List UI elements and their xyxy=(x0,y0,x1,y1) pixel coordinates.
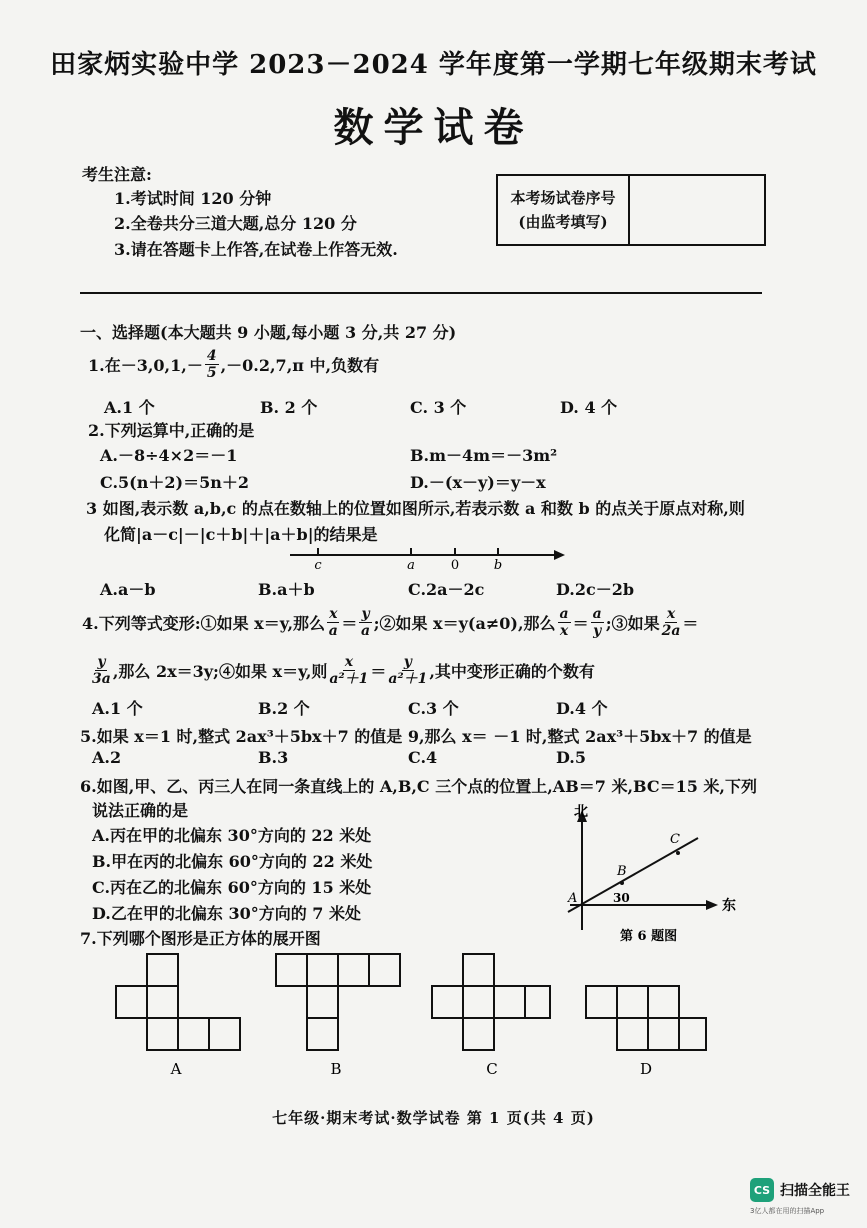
seat-number-label xyxy=(498,176,630,244)
angle-label: 30 xyxy=(613,891,630,905)
q3-option-b: B.a＋b xyxy=(258,580,315,599)
q6-option-a: A.丙在甲的北偏东 30°方向的 22 米处 xyxy=(92,826,372,845)
scanner-watermark xyxy=(750,1178,858,1218)
q1-option-b: B. 2 个 xyxy=(260,398,318,417)
camscanner-logo-icon: CS xyxy=(750,1178,774,1202)
q3-option-a: A.a－b xyxy=(100,580,156,599)
q1-option-d: D. 4 个 xyxy=(560,398,618,417)
notice-item-2: 2.全卷共分三道大题,总分 120 分 xyxy=(114,214,357,233)
q4-f8-den: a²＋1 xyxy=(388,671,428,687)
q1-option-c: C. 3 个 xyxy=(410,398,467,417)
q3-option-d: D.2c－2b xyxy=(556,580,635,599)
q6-option-d: D.乙在甲的北偏东 30°方向的 7 米处 xyxy=(92,904,361,923)
q5-option-b: B.3 xyxy=(258,748,289,767)
q3-stem-line1: 3 如图,表示数 a,b,c 的点在数轴上的位置如图所示,若表示数 a 和数 b 的点关于原点对称,则 xyxy=(86,499,745,518)
q4-frac-5 xyxy=(662,606,681,639)
page-footer: 七年级·期末考试·数学试卷 第 1 页(共 4 页) xyxy=(272,1109,595,1127)
q4-line1 xyxy=(82,606,698,639)
number-line-figure xyxy=(290,545,570,575)
q4-f2-den: a xyxy=(360,623,371,639)
q4-frac-6 xyxy=(92,654,111,687)
net-label-a: A xyxy=(170,1060,182,1078)
q1-frac-num: 4 xyxy=(206,348,217,364)
net-label-d: D xyxy=(639,1060,653,1078)
q3-stem-line2: 化简|a－c|－|c＋b|＋|a＋b|的结果是 xyxy=(104,525,378,544)
axis-label-a: a xyxy=(407,558,415,573)
q5-option-a: A.2 xyxy=(92,748,122,767)
seat-number-box xyxy=(496,174,766,246)
q2-option-b: B.m－4m＝－3m² xyxy=(410,446,558,465)
net-option-a xyxy=(112,950,242,1080)
axis-label-b: b xyxy=(493,558,503,573)
q1-frac-den: 5 xyxy=(206,365,217,381)
q5-stem: 5.如果 x＝1 时,整式 2ax³＋5bx＋7 的值是 9,那么 x＝ －1 时,整式 2ax³＋5bx＋7 的值是 xyxy=(80,727,752,746)
q6-direction-figure xyxy=(560,800,740,945)
seat-number-label-line2: (由监考填写) xyxy=(518,213,608,231)
q4-f7-num: x xyxy=(344,654,354,670)
seat-number-value xyxy=(630,176,764,244)
q5-option-d: D.5 xyxy=(556,748,587,767)
q6-option-c: C.丙在乙的北偏东 60°方向的 15 米处 xyxy=(92,878,372,897)
q4-frac-3 xyxy=(558,606,571,639)
watermark-sub: 3亿人都在用的扫描App xyxy=(750,1207,825,1215)
q4-option-c: C.3 个 xyxy=(408,699,459,718)
exam-title: 田家炳实验中学 2023－2024 学年度第一学期七年级期末考试 xyxy=(50,50,817,80)
net-option-d xyxy=(582,950,712,1080)
q4-line1-b: ;②如果 x＝y(a≠0),那么 xyxy=(373,614,556,633)
net-label-b: B xyxy=(330,1060,342,1078)
q4-line2-a: ,那么 2x＝3y;④如果 x＝y,则 xyxy=(112,662,328,681)
q1-stem-a: 1.在－3,0,1,－ xyxy=(88,356,203,375)
q4-f2-num: y xyxy=(361,606,370,622)
notice-item-3: 3.请在答题卡上作答,在试卷上作答无效. xyxy=(114,240,398,259)
net-label-c: C xyxy=(486,1060,498,1078)
q4-frac-4 xyxy=(591,606,604,639)
header-divider xyxy=(80,292,762,294)
q6-stem-line2: 说法正确的是 xyxy=(92,801,189,820)
q4-frac-8 xyxy=(388,654,427,687)
q6-stem-line1: 6.如图,甲、乙、丙三人在同一条直线上的 A,B,C 三个点的位置上,AB＝7 米,BC＝15 米,下列 xyxy=(80,777,757,796)
point-b-label: B xyxy=(617,864,627,879)
notice-heading: 考生注意: xyxy=(82,165,152,184)
figure-caption: 第 6 题图 xyxy=(620,929,678,944)
q3-option-c: C.2a－2c xyxy=(408,580,485,599)
q7-stem: 7.下列哪个图形是正方体的展开图 xyxy=(80,929,321,948)
q4-line1-c: ;③如果 xyxy=(605,614,660,633)
notice-item-1: 1.考试时间 120 分钟 xyxy=(114,189,272,208)
watermark-name: 扫描全能王 xyxy=(780,1183,850,1199)
q5-option-c: C.4 xyxy=(408,748,438,767)
q4-line2 xyxy=(90,654,595,687)
q4-f6-num: y xyxy=(97,654,106,670)
q2-stem: 2.下列运算中,正确的是 xyxy=(88,421,255,440)
point-a-label: A xyxy=(568,891,578,906)
q4-frac-1 xyxy=(327,606,339,639)
q1-fraction xyxy=(205,348,219,381)
north-label: 北 xyxy=(574,804,588,820)
q4-option-d: D.4 个 xyxy=(556,699,608,718)
q2-option-d: D.－(x－y)＝y－x xyxy=(410,473,546,492)
q4-eq-4: ＝ xyxy=(370,662,387,681)
exam-subtitle: 数学试卷 xyxy=(333,104,534,151)
section1-heading: 一、选择题(本大题共 9 小题,每小题 3 分,共 27 分) xyxy=(80,323,457,342)
q4-f8-num: y xyxy=(403,654,412,670)
q4-eq-2: ＝ xyxy=(572,614,589,633)
q4-f6-den: 3a xyxy=(92,671,111,687)
q1-stem xyxy=(88,348,379,381)
q1-stem-b: ,－0.2,7,π 中,负数有 xyxy=(220,356,380,375)
seat-number-label-line1: 本考场试卷序号 xyxy=(510,189,616,207)
point-c-label: C xyxy=(670,832,680,847)
q4-f7-den: a²＋1 xyxy=(329,671,369,687)
q4-f5-den: 2a xyxy=(661,623,681,639)
q4-f4-den: y xyxy=(593,623,602,639)
q4-eq-3: ＝ xyxy=(682,614,699,633)
net-option-c xyxy=(428,950,558,1080)
q4-frac-2 xyxy=(359,606,371,639)
q4-line2-b: ,其中变形正确的个数有 xyxy=(429,662,595,681)
net-option-b xyxy=(272,950,402,1080)
q4-f1-num: x xyxy=(329,606,338,622)
q4-line1-a: 4.下列等式变形:①如果 x＝y,那么 xyxy=(82,614,326,633)
east-label: 东 xyxy=(722,898,736,914)
q4-option-b: B.2 个 xyxy=(258,699,310,718)
q4-f4-num: a xyxy=(592,606,602,622)
q2-option-a: A.－8÷4×2＝－1 xyxy=(100,446,238,465)
q4-f3-num: a xyxy=(559,606,569,622)
axis-label-0: 0 xyxy=(450,558,460,573)
q4-f1-den: a xyxy=(328,623,338,639)
q6-option-b: B.甲在丙的北偏东 60°方向的 22 米处 xyxy=(92,852,373,871)
q2-option-c: C.5(n＋2)＝5n＋2 xyxy=(100,473,249,492)
q4-option-a: A.1 个 xyxy=(92,699,143,718)
q4-eq-1: ＝ xyxy=(341,614,358,633)
q4-frac-7 xyxy=(329,654,368,687)
axis-label-c: c xyxy=(314,558,322,573)
q1-option-a: A.1 个 xyxy=(104,398,155,417)
q4-f5-num: x xyxy=(666,606,676,622)
q4-f3-den: x xyxy=(559,623,569,639)
